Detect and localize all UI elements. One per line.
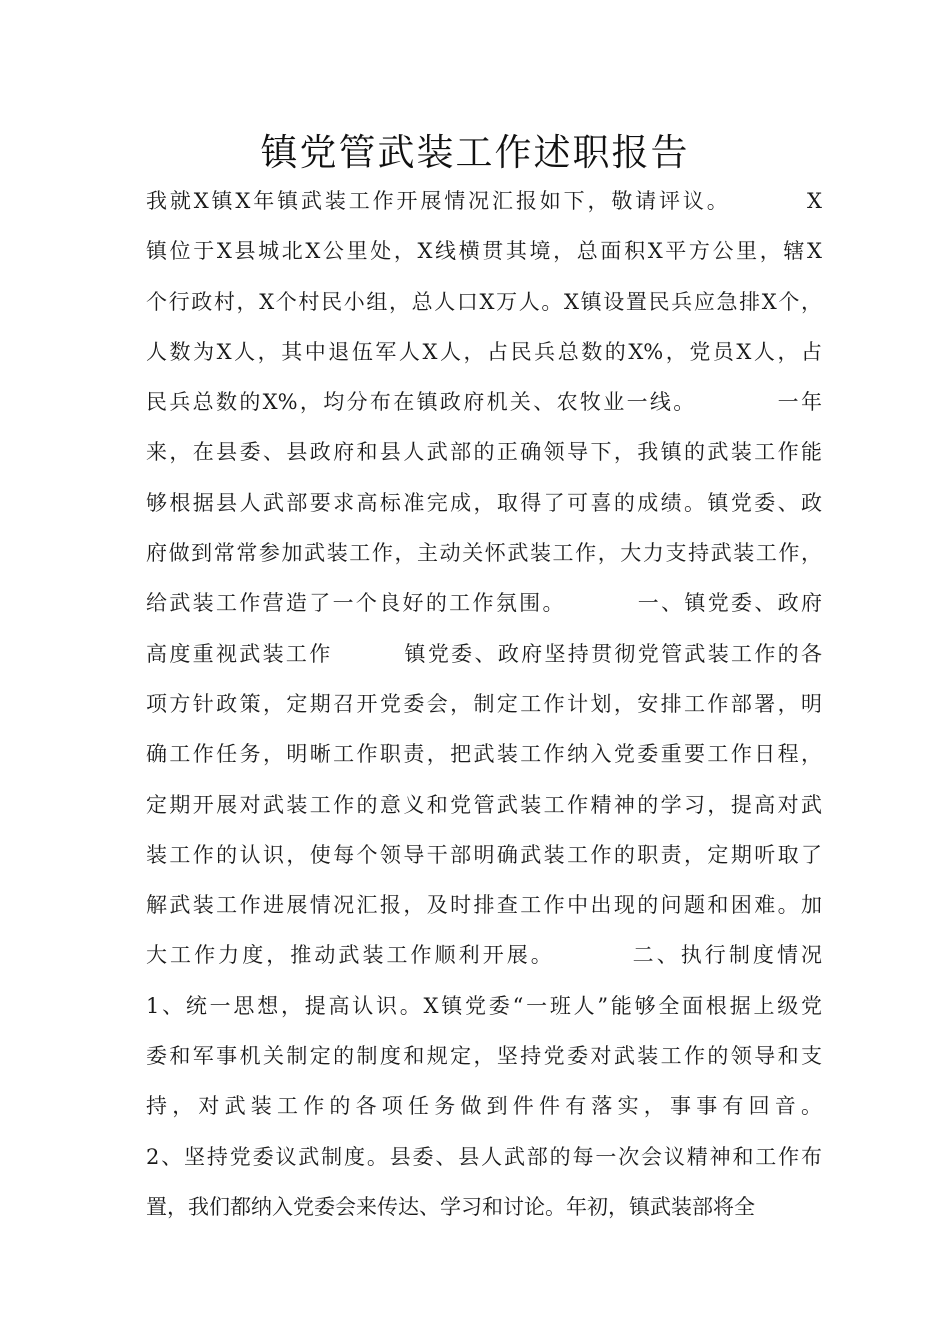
body-line: 项方针政策，定期召开党委会，制定工作计划，安排工作部署，明 xyxy=(146,691,822,716)
body-line: 置，我们都纳入党委会来传达、学习和讨论。年初，镇武装部将全 xyxy=(146,1194,755,1219)
body-line: 2、坚持党委议武制度。县委、县人武部的每一次会议精神和工作布 xyxy=(146,1144,822,1169)
body-line: 高度重视武装工作 镇党委、政府坚持贯彻党管武装工作的各 xyxy=(146,641,822,666)
body-line: 府做到常常参加武装工作，主动关怀武装工作，大力支持武装工作， xyxy=(146,541,822,566)
body-line: 镇位于X县城北X公里处，X线横贯其境，总面积X平方公里，辖X xyxy=(146,239,822,264)
body-line: 1、统一思想，提高认识。X镇党委“一班人”能够全面根据上级党 xyxy=(146,993,822,1018)
body-line: 确工作任务，明晰工作职责，把武装工作纳入党委重要工作日程， xyxy=(146,742,822,767)
body-line: 定期开展对武装工作的意义和党管武装工作精神的学习，提高对武 xyxy=(146,792,822,817)
body-line: 给武装工作营造了一个良好的工作氛围。 一、镇党委、政府 xyxy=(146,591,822,616)
body-line: 我就X镇X年镇武装工作开展情况汇报如下，敬请评议。 X xyxy=(146,189,822,213)
body-line: 个行政村，X个村民小组，总人口X万人。X镇设置民兵应急排X个， xyxy=(146,289,822,314)
body-line: 委和军事机关制定的制度和规定，坚持党委对武装工作的领导和支 xyxy=(146,1044,822,1069)
body-line: 人数为X人，其中退伍军人X人，占民兵总数的X%，党员X人，占 xyxy=(146,339,822,364)
body-line: 来，在县委、县政府和县人武部的正确领导下，我镇的武装工作能 xyxy=(146,440,822,465)
body-line: 持，对武装工作的各项任务做到件件有落实，事事有回音。 xyxy=(146,1094,822,1119)
body-line: 民兵总数的X%，均分布在镇政府机关、农牧业一线。 一年 xyxy=(146,390,822,415)
document-title: 镇党管武装工作述职报告 xyxy=(260,131,690,174)
document-body xyxy=(146,180,822,1236)
body-line: 够根据县人武部要求高标准完成，取得了可喜的成绩。镇党委、政 xyxy=(146,490,822,515)
body-line: 解武装工作进展情况汇报，及时排查工作中出现的问题和困难。加 xyxy=(146,893,822,918)
body-line: 大工作力度，推动武装工作顺利开展。 二、执行制度情况 xyxy=(146,943,822,968)
body-line: 装工作的认识，使每个领导干部明确武装工作的职责，定期听取了 xyxy=(146,842,822,867)
